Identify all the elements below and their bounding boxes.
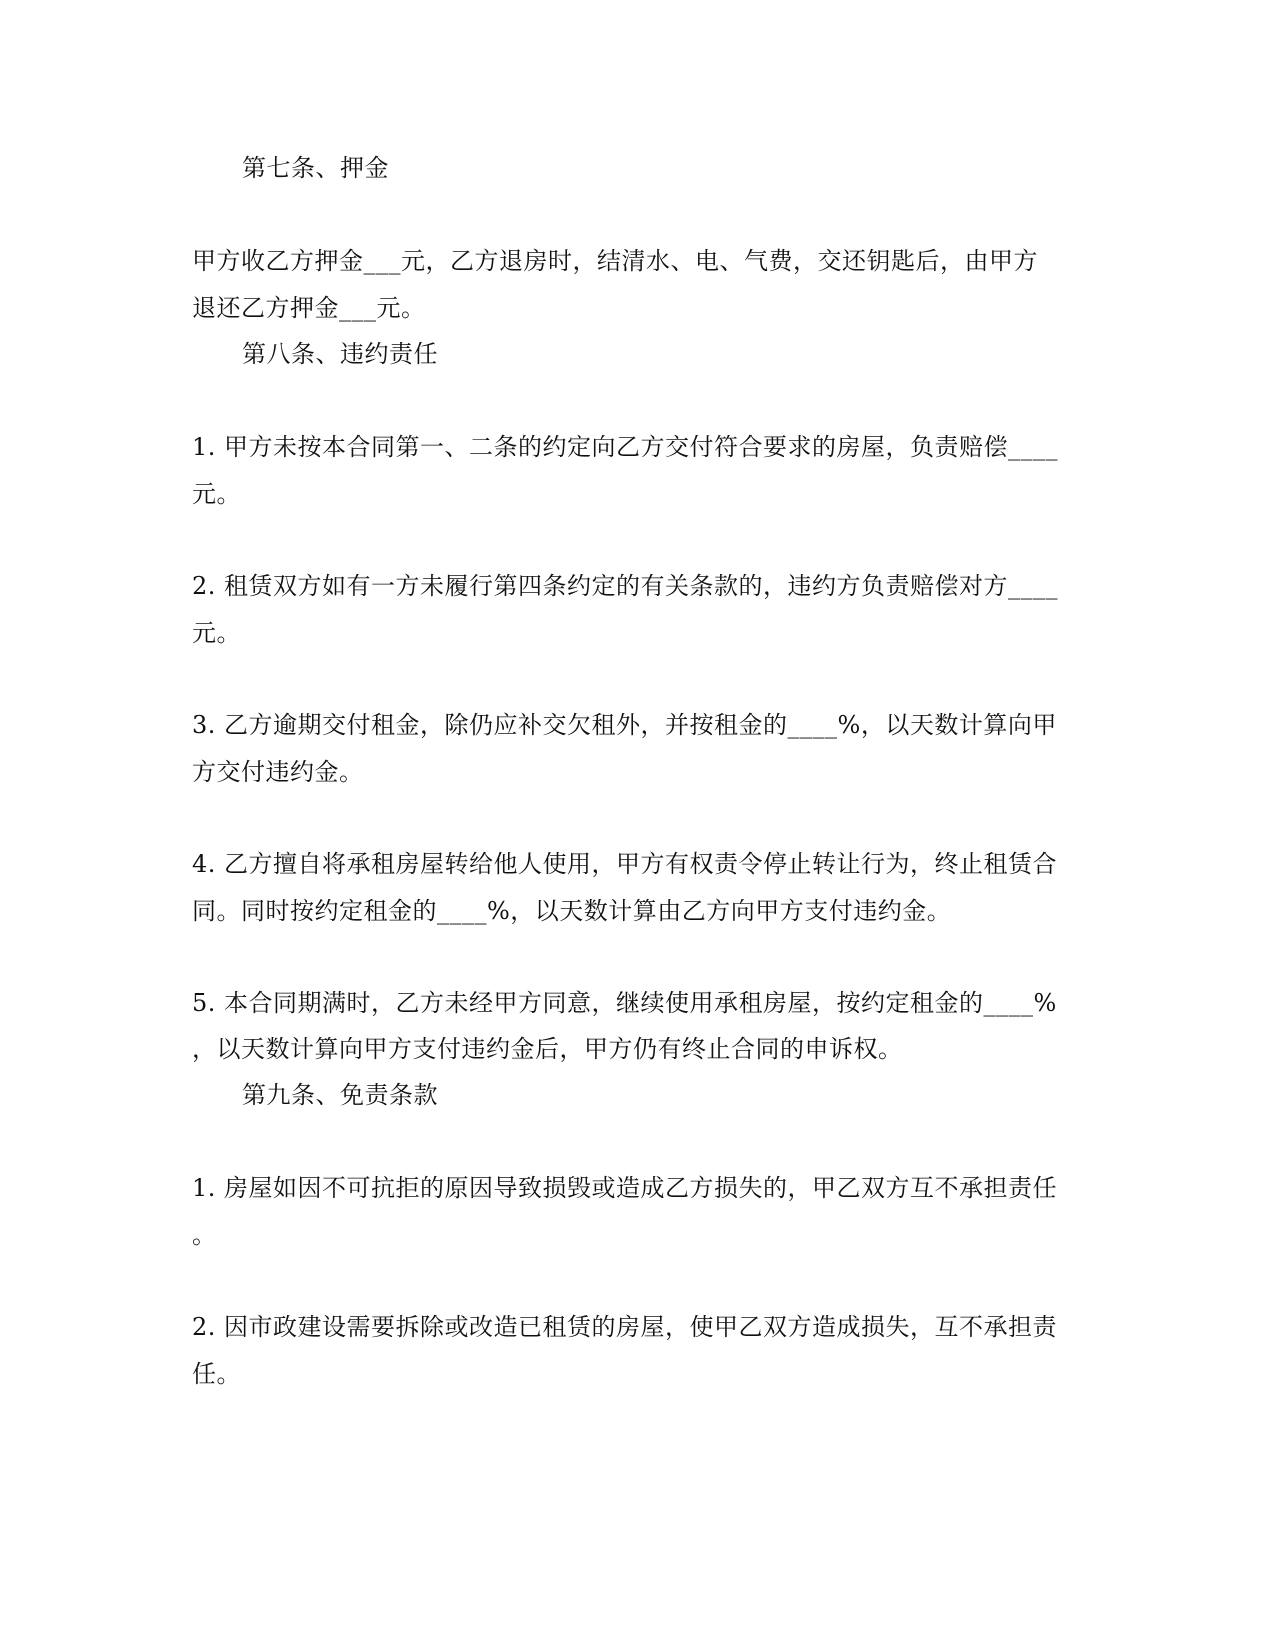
article-8-item-3-line-2: 方交付违约金。 [192, 758, 364, 786]
article-9-item-1-line-2: 。 [192, 1221, 217, 1249]
article-8-item-4-line-2: 同。同时按约定租金的____%，以天数计算由乙方向甲方支付违约金。 [192, 897, 952, 925]
article-9-heading: 第九条、免责条款 [242, 1081, 438, 1109]
article-8-item-4-line-1: 4. 乙方擅自将承租房屋转给他人使用，甲方有权责令停止转让行为，终止租赁合 [192, 850, 1058, 878]
article-8-item-2-line-2: 元。 [192, 619, 241, 647]
article-9-item-2-line-1: 2. 因市政建设需要拆除或改造已租赁的房屋，使甲乙双方造成损失，互不承担责 [192, 1313, 1058, 1341]
article-7-line-2: 退还乙方押金___元。 [192, 294, 426, 322]
article-9-item-2-line-2: 任。 [192, 1360, 241, 1388]
article-9-item-1-line-1: 1. 房屋如因不可抗拒的原因导致损毁或造成乙方损失的，甲乙双方互不承担责任 [192, 1174, 1058, 1202]
article-8-item-2-line-1: 2. 租赁双方如有一方未履行第四条约定的有关条款的，违约方负责赔偿对方____ [192, 572, 1059, 600]
article-8-item-3-line-1: 3. 乙方逾期交付租金，除仍应补交欠租外，并按租金的____%，以天数计算向甲 [192, 711, 1057, 739]
article-7-heading: 第七条、押金 [242, 154, 389, 182]
article-7-line-1: 甲方收乙方押金___元，乙方退房时，结清水、电、气费，交还钥匙后，由甲方 [192, 247, 1038, 275]
article-8-item-5-line-1: 5. 本合同期满时，乙方未经甲方同意，继续使用承租房屋，按约定租金的____% [192, 989, 1057, 1017]
article-8-item-5-line-2: ，以天数计算向甲方支付违约金后，甲方仍有终止合同的申诉权。 [192, 1035, 903, 1063]
article-8-item-1-line-1: 1. 甲方未按本合同第一、二条的约定向乙方交付符合要求的房屋，负责赔偿____ [192, 433, 1059, 461]
article-8-item-1-line-2: 元。 [192, 480, 241, 508]
article-8-heading: 第八条、违约责任 [242, 340, 438, 368]
